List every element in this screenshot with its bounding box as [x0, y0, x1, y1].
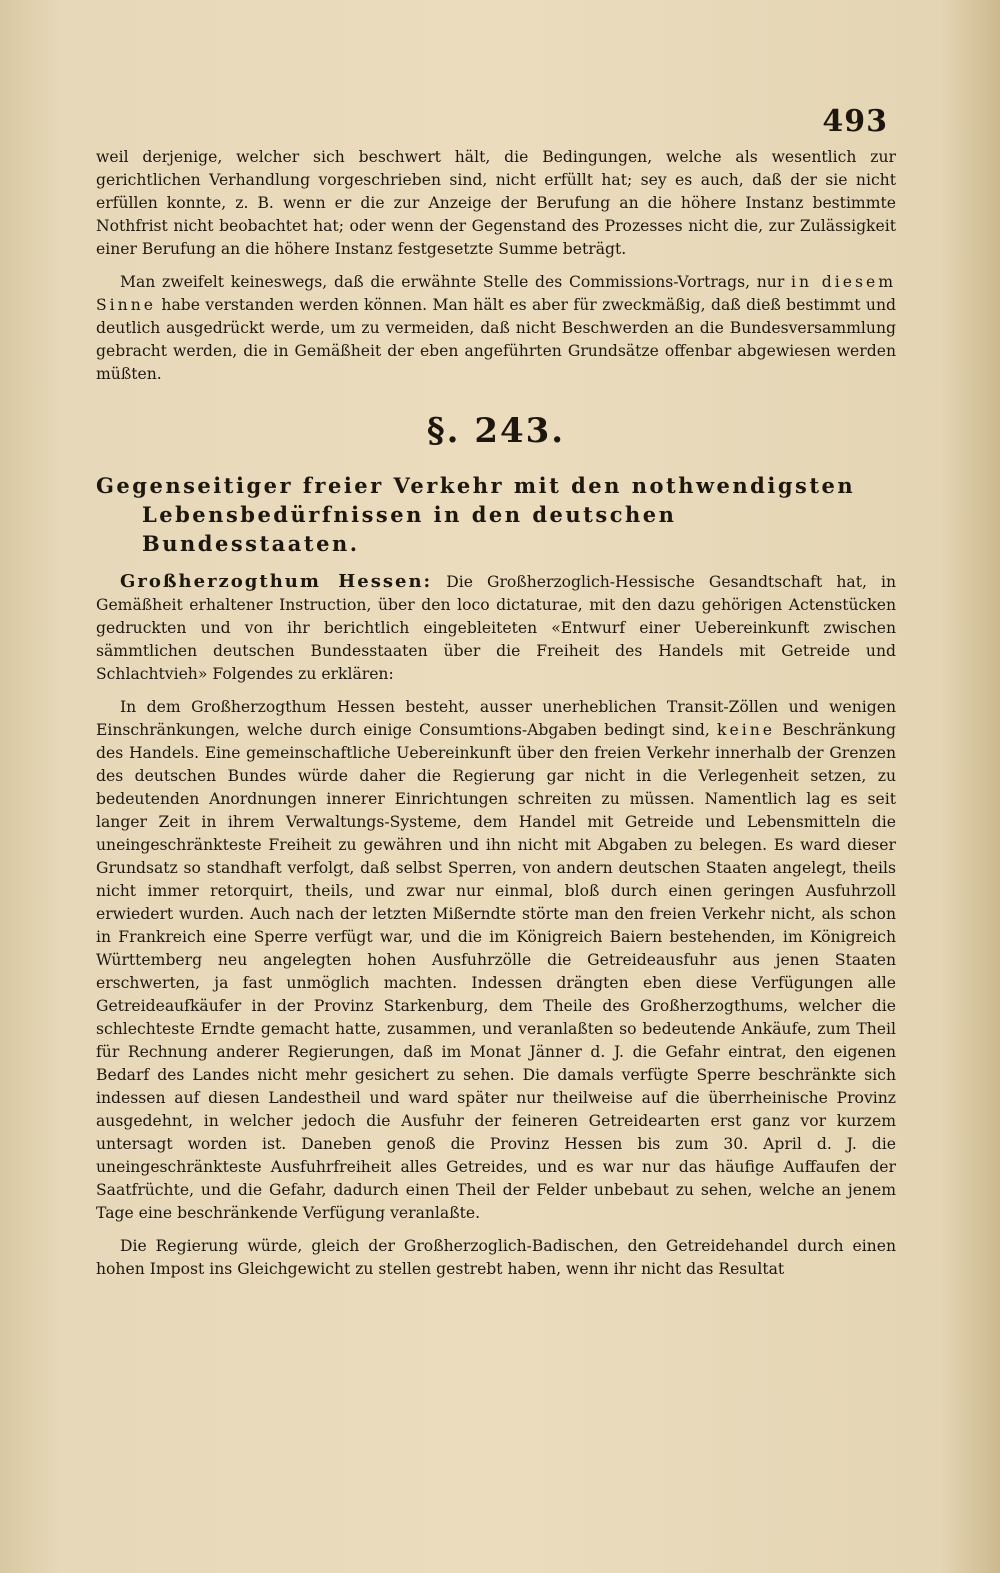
paragraph-hessen-trade — [96, 696, 896, 1225]
section-number: §. 243. — [426, 411, 566, 451]
emphasized-text: in diesem Sinne — [96, 273, 896, 314]
state-name: Großherzogthum Hessen: — [120, 571, 433, 592]
paragraph-hessen-declaration — [96, 570, 896, 686]
paragraph-text: In dem Großherzogthum Hessen besteht, ausser unerheblichen Transit-Zöllen und wenigen Einschränkungen, welche durch einige Consumtions-Abgaben bedingt sind, — [96, 698, 896, 739]
paragraph-regierung: Die Regierung würde, gleich der Großherzoglich-Badischen, den Getreidehandel durch einen hohen Impost ins Gleichgewicht zu stellen gestrebt haben, wenn ihr nicht das Resultat — [96, 1237, 896, 1278]
paragraph-commission-remark — [96, 271, 896, 386]
paragraph-continuation: weil derjenige, welcher sich beschwert hält, die Bedingungen, welche als wesentlich zur gerichtlichen Verhandlung vorgeschrieben sind, nicht erfüllt hat; sey es auch, daß der sie nicht erfüllen konnte, z. B. wenn er die zur Anzeige der Berufung an die höhere Instanz bestimmte Nothfrist nicht beobachtet hat; oder wenn der Gegenstand des Prozesses nicht die, zur Zulässigkeit einer Berufung an die höhere Instanz festgesetzte Summe beträgt. — [96, 148, 896, 258]
section-title: Gegenseitiger freier Verkehr mit den nothwendigsten Lebensbedürfnissen in den deutschen Bundesstaaten. — [96, 473, 856, 556]
paragraph-text: Die Großherzoglich-Hessische Gesandtschaft hat, in Gemäßheit erhaltener Instruction, über den loco dictaturae, mit den dazu gehörigen Actenstücken gedruckten und von ihr berichtlich eingebleiteten «Entwurf einer Uebereinkunft zwischen sämmtlichen deutschen Bundesstaaten über die Freiheit des Handels mit Getreide und Schlachtvieh» Folgendes zu erklären: — [96, 573, 897, 683]
paragraph-text: Man zweifelt keineswegs, daß die erwähnte Stelle des Commissions-Vortrags, nur — [120, 273, 792, 291]
page-number: 493 — [822, 104, 888, 139]
paragraph-text: habe verstanden werden können. Man hält es aber für zweckmäßig, daß dieß bestimmt und deutlich ausgedrückt werde, um zu vermeiden, daß nicht Beschwerden an die Bundesversammlung gebracht werden, die in Gemäßheit der eben angeführten Grundsätze offenbar abgewiesen werden müßten. — [96, 296, 896, 383]
page-body — [96, 146, 896, 1291]
paragraph-text: Beschränkung des Handels. Eine gemeinschaftliche Uebereinkunft über den freien Verkehr innerhalb der Grenzen des deutschen Bundes würde daher die Regierung gar nicht in die Verlegenheit setzen, zu bedeutenden Anordnungen innerer Einrichtungen schreiten zu müssen. Namentlich lag es seit langer Zeit in ihrem Verwaltungs-Systeme, dem Handel mit Getreide und Lebensmitteln die uneingeschränkteste Freiheit zu gewähren und ihn nicht mit Abgaben zu belegen. Es ward dieser Grundsatz so standhaft verfolgt, daß selbst Sperren, von andern deutschen Staaten angelegt, theils nicht immer retorquirt, theils, und zwar nur einmal, bloß durch einen geringen Ausfuhrzoll erwiedert wurden. Auch nach der letzten Mißerndte störte man den freien Verkehr nicht, als schon in Frankreich eine Sperre verfügt war, und die im Königreich Baiern bestehenden, im Königreich Württemberg neu angelegten hohen Ausfuhrzölle die Getreideausfuhr aus jenen Staaten erschwerten, ja fast unmöglich machten. Indessen drängten eben diese Verfügungen alle Getreideaufkäufer in der Provinz Starkenburg, dem Theile des Großherzogthums, welcher die schlechteste Erndte gemacht hatte, zusammen, und veranlaßten so bedeutende Ankäufe, zum Theil für Rechnung anderer Regierungen, daß im Monat Jänner d. J. die Gefahr eintrat, den eigenen Bedarf des Landes nicht mehr gesichert zu sehen. Die damals verfügte Sperre beschränkte sich indessen auf diesen Landestheil und ward später nur theilweise auf die überrheinische Provinz ausgedehnt, in welcher jedoch die Ausfuhr der feineren Getreidearten erst ganz vor kurzem untersagt worden ist. Daneben genoß die Provinz Hessen bis zum 30. April d. J. die uneingeschränkteste Ausfuhrfreiheit alles Getreides, und es war nur das häufige Auffaufen der Saatfrüchte, und die Gefahr, dadurch einen Theil der Felder unbebaut zu sehen, welche an jenem Tage eine beschränkende Verfügung veranlaßte. — [96, 721, 896, 1222]
emphasized-text: keine — [717, 721, 775, 739]
